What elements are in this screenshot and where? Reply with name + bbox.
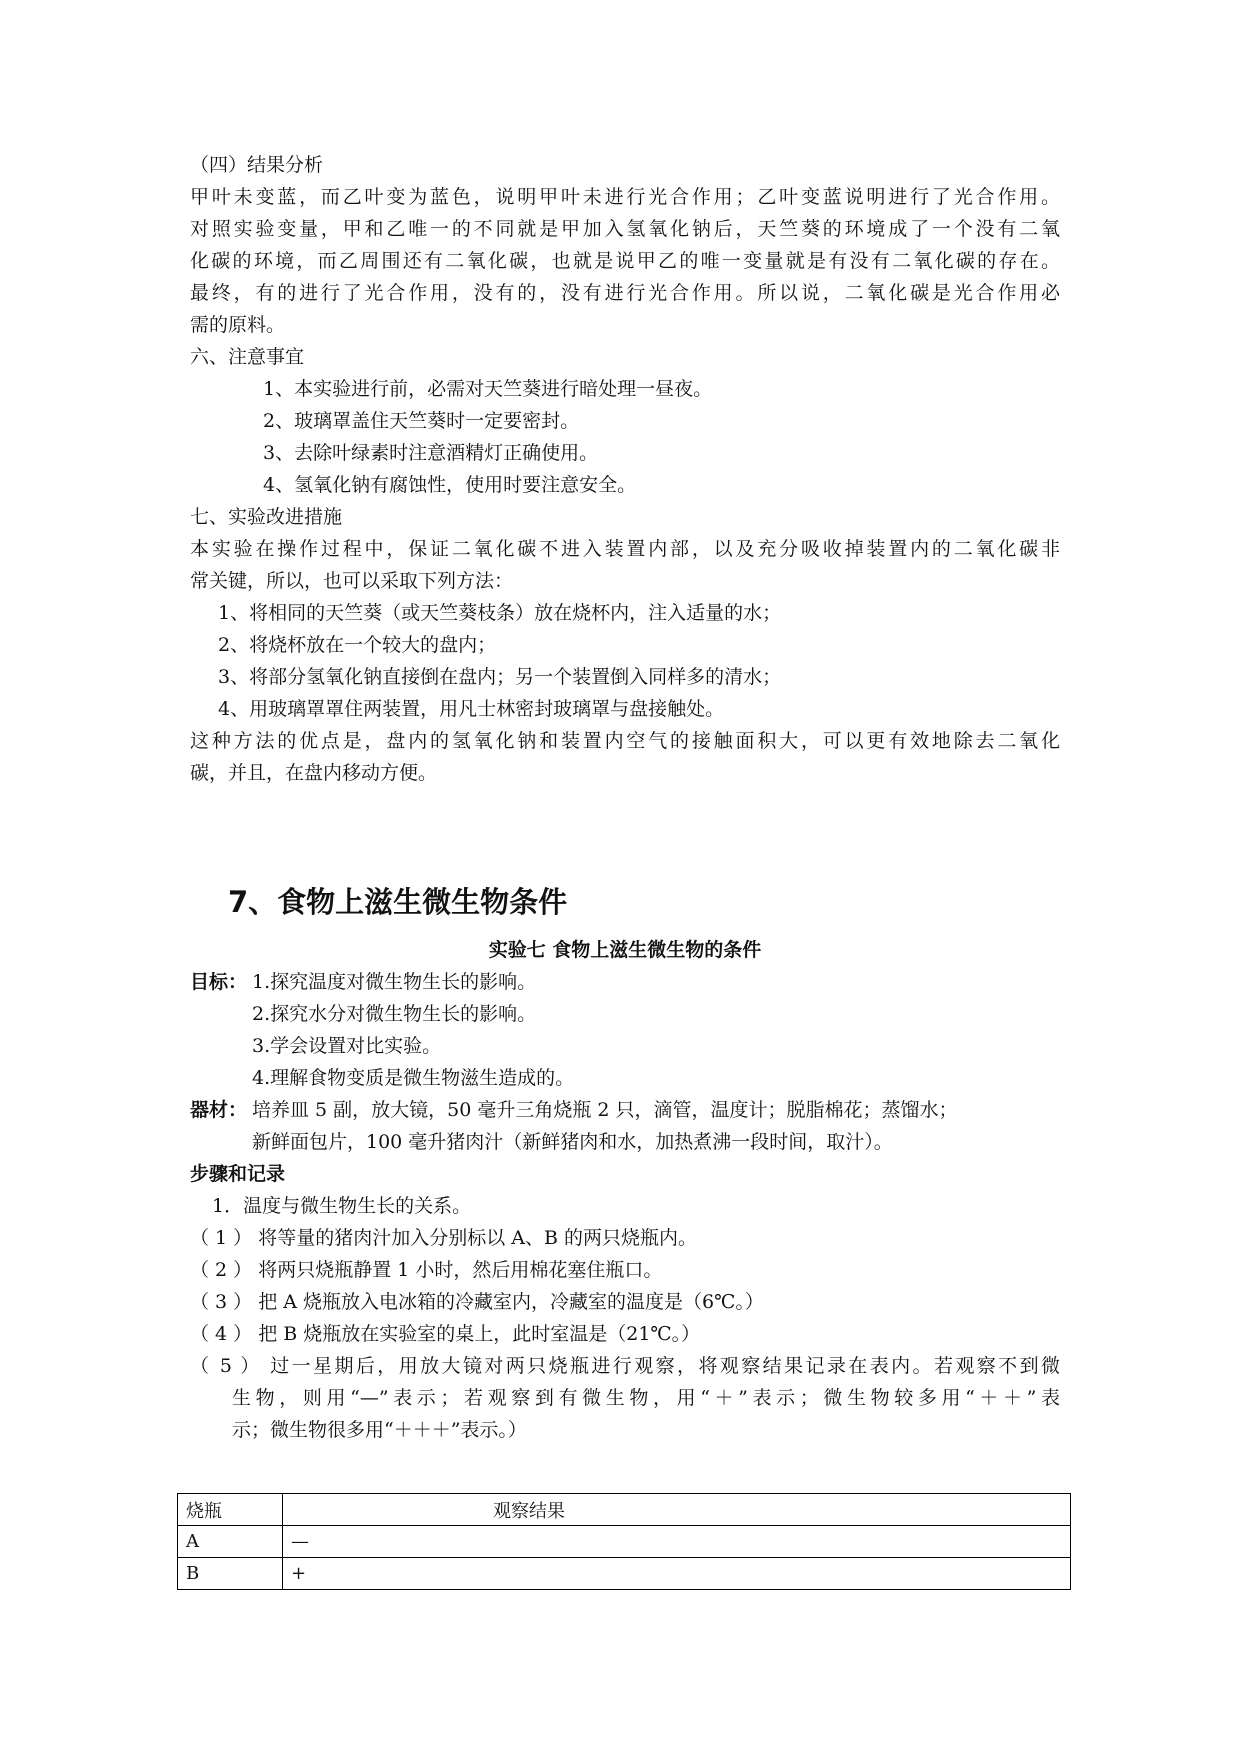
goal-item: 2.探究水分对微生物生长的影响。: [252, 1003, 537, 1025]
table-cell: +: [283, 1558, 1071, 1590]
step-item: （ 4 ） 把 B 烧瓶放在实验室的桌上，此时室温是（21℃。）: [190, 1323, 701, 1345]
paragraph-line: 这种方法的优点是，盘内的氢氧化钠和装置内空气的接触面积大，可以更有效地除去二氧化: [190, 730, 1060, 752]
goal-item: 4.理解食物变质是微生物滋生造成的。: [252, 1067, 575, 1089]
table-cell: —: [283, 1526, 1071, 1558]
paragraph-line: 常关键，所以，也可以采取下列方法：: [190, 570, 514, 592]
table-cell: B: [178, 1558, 283, 1590]
paragraph-line: 本实验在操作过程中，保证二氧化碳不进入装置内部，以及充分吸收掉装置内的二氧化碳非: [190, 538, 1060, 560]
paragraph-line: 碳，并且，在盘内移动方便。: [190, 762, 438, 784]
list-item: 4、氢氧化钠有腐蚀性，使用时要注意安全。: [263, 474, 637, 496]
step-item: （ 1 ） 将等量的猪肉汁加入分别标以 A、B 的两只烧瓶内。: [190, 1227, 697, 1249]
goal-item: 3.学会设置对比实验。: [252, 1035, 442, 1057]
paragraph-line: 对照实验变量，甲和乙唯一的不同就是甲加入氢氧化钠后，天竺葵的环境成了一个没有二氧: [190, 218, 1060, 240]
experiment-title: 实验七 食物上滋生微生物的条件: [488, 939, 762, 961]
table-header-cell: 观察结果: [283, 1494, 1071, 1526]
list-item: 3、将部分氢氧化钠直接倒在盘内；另一个装置倒入同样多的清水；: [218, 666, 782, 688]
observation-table: [177, 1493, 1071, 1590]
table-row: [178, 1558, 1071, 1590]
table-row: [178, 1526, 1071, 1558]
materials-line: 培养皿 5 副，放大镜，50 毫升三角烧瓶 2 只，滴管，温度计；脱脂棉花；蒸馏水；: [252, 1099, 958, 1121]
step-item: （ 2 ） 将两只烧瓶静置 1 小时，然后用棉花塞住瓶口。: [190, 1259, 663, 1281]
section-heading-result-analysis: （四）结果分析: [190, 154, 324, 176]
section-heading-improvements: 七、实验改进措施: [190, 506, 343, 528]
table-header-row: [178, 1494, 1071, 1526]
table-cell: A: [178, 1526, 283, 1558]
list-item: 3、去除叶绿素时注意酒精灯正确使用。: [263, 442, 599, 464]
paragraph-line: 最终，有的进行了光合作用，没有的，没有进行光合作用。所以说，二氧化碳是光合作用必: [190, 282, 1060, 304]
step-subtitle: 1．温度与微生物生长的关系。: [212, 1195, 472, 1217]
materials-label: 器材：: [190, 1099, 248, 1121]
list-item: 2、将烧杯放在一个较大的盘内；: [218, 634, 497, 656]
table-header-cell: 烧瓶: [178, 1494, 283, 1526]
paragraph-line: 化碳的环境，而乙周围还有二氧化碳，也就是说甲乙的唯一变量就是有没有二氧化碳的存在。: [190, 250, 1060, 272]
step-item-continued: 生物，则用“—”表示；若观察到有微生物，用“＋”表示；微生物较多用“＋＋”表: [232, 1387, 1060, 1409]
list-item: 4、用玻璃罩罩住两装置，用凡士林密封玻璃罩与盘接触处。: [218, 698, 725, 720]
paragraph-line: 需的原料。: [190, 314, 286, 336]
list-item: 1、将相同的天竺葵（或天竺葵枝条）放在烧杯内，注入适量的水；: [218, 602, 782, 624]
section-heading-precautions: 六、注意事宜: [190, 346, 305, 368]
step-item: （ 5 ） 过一星期后，用放大镜对两只烧瓶进行观察，将观察结果记录在表内。若观察不到微: [190, 1355, 1060, 1377]
paragraph-line: 甲叶未变蓝，而乙叶变为蓝色，说明甲叶未进行光合作用；乙叶变蓝说明进行了光合作用。: [190, 186, 1060, 208]
chapter-title: 7、食物上滋生微生物条件: [228, 885, 568, 919]
list-item: 2、玻璃罩盖住天竺葵时一定要密封。: [263, 410, 580, 432]
step-item-continued: 示；微生物很多用“＋＋＋”表示。）: [232, 1419, 527, 1441]
list-item: 1、本实验进行前，必需对天竺葵进行暗处理一昼夜。: [263, 378, 713, 400]
steps-heading: 步骤和记录: [190, 1163, 286, 1185]
goal-item: 1.探究温度对微生物生长的影响。: [252, 971, 537, 993]
step-item: （ 3 ） 把 A 烧瓶放入电冰箱的冷藏室内，冷藏室的温度是（6℃。）: [190, 1291, 764, 1313]
materials-line: 新鲜面包片，100 毫升猪肉汁（新鲜猪肉和水，加热煮沸一段时间，取汁）。: [252, 1131, 893, 1153]
goal-label: 目标：: [190, 971, 248, 993]
